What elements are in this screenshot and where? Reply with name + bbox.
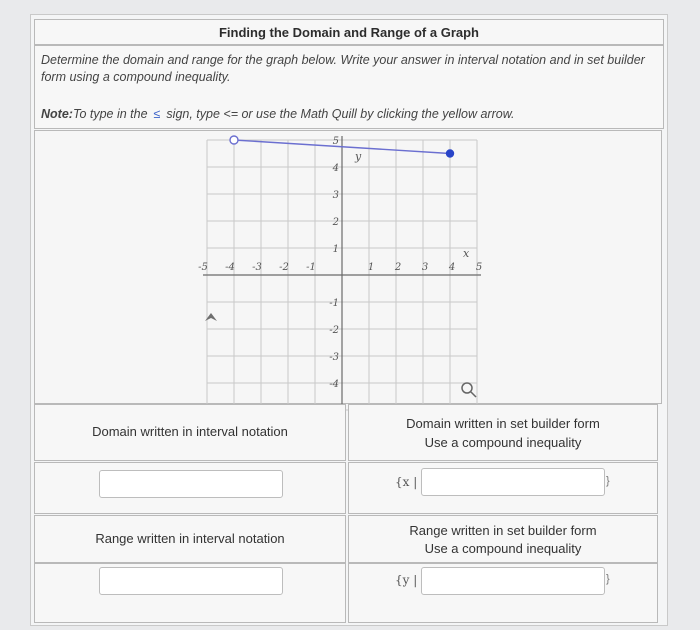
y-tick-label: -3 xyxy=(329,352,339,363)
zoom-icon[interactable] xyxy=(462,383,476,397)
y-tick-label: -2 xyxy=(329,325,339,336)
domain-setbuilder-sub: Use a compound inequality xyxy=(424,435,582,450)
x-tick-label: -4 xyxy=(225,262,235,273)
domain-interval-answer-cell xyxy=(34,462,346,514)
domain-set-suffix: } xyxy=(606,475,610,487)
note-text-before: To type in the xyxy=(72,107,148,121)
range-interval-label-cell xyxy=(34,515,346,563)
axes xyxy=(203,136,481,414)
domain-setbuilder-title: Domain written in set builder form xyxy=(406,416,600,431)
x-tick-label: 5 xyxy=(475,262,483,273)
note-label: Note: xyxy=(41,107,73,121)
range-setbuilder-answer-cell xyxy=(348,563,658,623)
range-interval-label: Range written in interval notation xyxy=(95,531,285,546)
range-set-suffix: } xyxy=(606,573,610,585)
x-tick-label: 4 xyxy=(448,262,456,273)
domain-interval-label-cell xyxy=(34,404,346,461)
instructions-text: Determine the domain and range for the graph below. Write your answer in interval notation and in set builder form using a compound inequality. xyxy=(41,53,645,84)
domain-setbuilder-answer-cell xyxy=(348,462,658,514)
domain-set-prefix: {x | xyxy=(395,475,418,489)
domain-interval-label: Domain written in interval notation xyxy=(92,424,288,439)
x-tick-label: -2 xyxy=(279,262,289,273)
instructions-panel xyxy=(34,45,664,129)
open-endpoint xyxy=(230,136,238,144)
tick-labels xyxy=(198,136,482,417)
y-tick-label: -4 xyxy=(329,379,339,390)
range-interval-answer-cell xyxy=(34,563,346,623)
x-tick-label: 3 xyxy=(421,262,429,273)
x-tick-label: -3 xyxy=(252,262,262,273)
y-tick-label: 3 xyxy=(332,190,339,201)
coordinate-graph xyxy=(35,131,661,403)
range-setbuilder-title: Range written in set builder form xyxy=(409,523,597,538)
x-tick-label: -5 xyxy=(198,262,208,273)
note-line xyxy=(41,107,515,121)
range-setbuilder-input[interactable] xyxy=(421,567,605,595)
closed-endpoint xyxy=(446,149,454,157)
y-tick-label: 1 xyxy=(332,244,339,255)
domain-interval-input[interactable] xyxy=(99,470,283,498)
page-title-text: Finding the Domain and Range of a Graph xyxy=(218,24,479,40)
domain-setbuilder-label-cell xyxy=(348,404,658,461)
y-tick-label: 4 xyxy=(332,163,339,174)
x-tick-label: 2 xyxy=(394,262,402,273)
page-title xyxy=(34,19,664,45)
range-setbuilder-label-cell xyxy=(348,515,658,563)
range-interval-input[interactable] xyxy=(99,567,283,595)
y-tick-label: 2 xyxy=(332,217,339,228)
domain-setbuilder-input[interactable] xyxy=(421,468,605,496)
range-set-prefix: {y | xyxy=(395,573,418,587)
note-text-after: sign, type <= or use the Math Quill by clicking the yellow arrow. xyxy=(166,107,515,121)
y-axis-label: y xyxy=(355,150,362,163)
x-tick-label: 1 xyxy=(367,262,375,273)
graph-panel xyxy=(34,130,662,404)
x-tick-label: -1 xyxy=(306,262,316,273)
y-tick-label: -1 xyxy=(329,298,339,309)
y-tick-label: 5 xyxy=(332,136,339,147)
range-setbuilder-sub: Use a compound inequality xyxy=(424,541,582,556)
x-axis-label: x xyxy=(463,247,470,260)
less-equal-symbol: ≤ xyxy=(153,107,161,121)
